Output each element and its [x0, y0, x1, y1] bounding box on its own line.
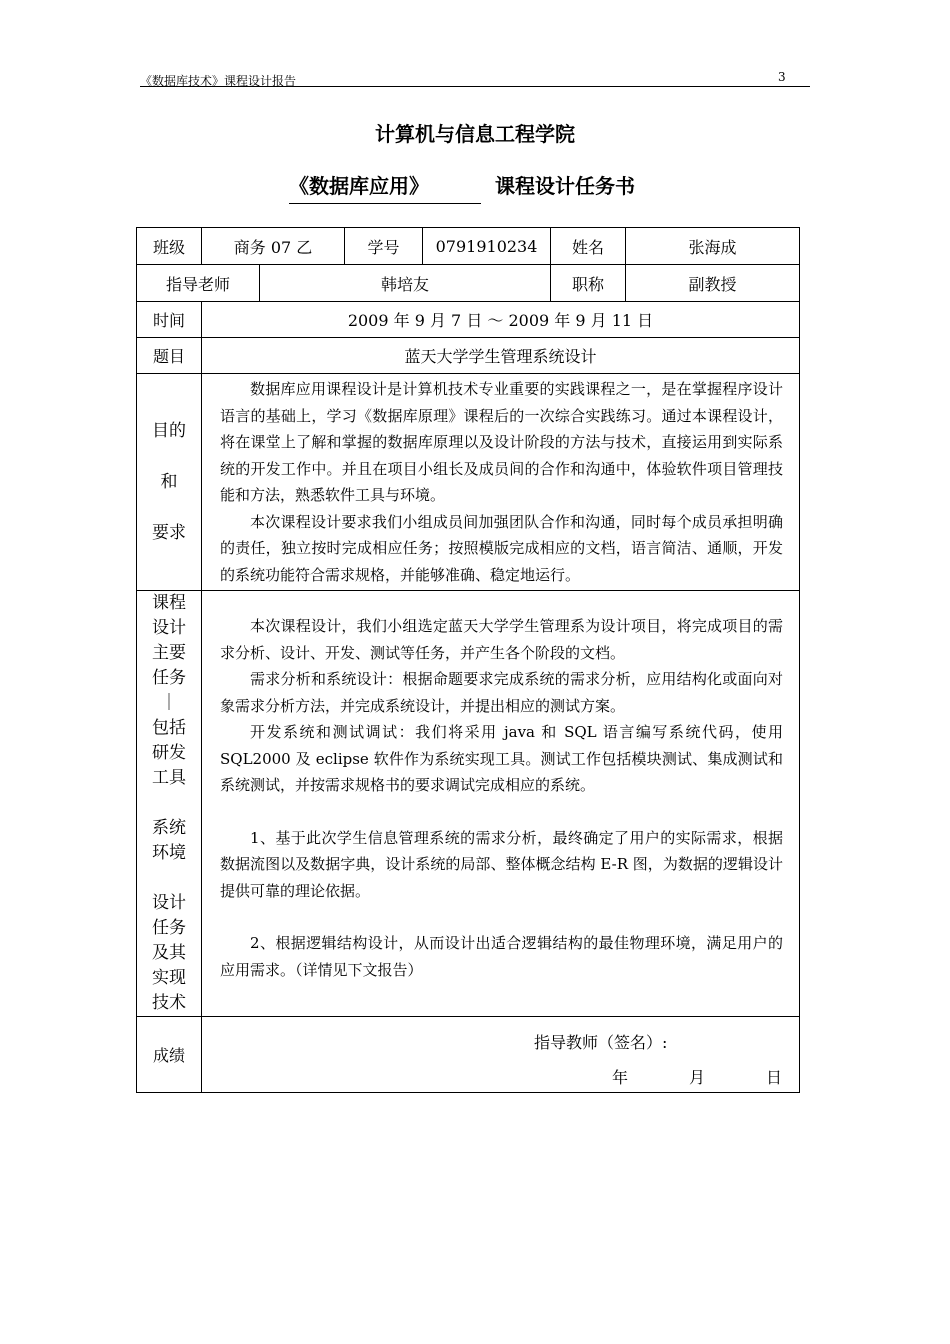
- purpose-paragraph: 本次课程设计要求我们小组成员间加强团队合作和沟通，同时每个成员承担明确的责任，独立按时完成相应任务；按照模版完成相应的文档，语言简洁、通顺，开发的系统功能符合需求规格，并能够准确、稳定地运行。: [220, 512, 784, 584]
- tasks-label-line: 课程: [152, 593, 186, 613]
- rank-label: 职称: [551, 265, 626, 302]
- tasks-content: [202, 591, 800, 1017]
- tasks-paragraph: 2、根据逻辑结构设计，从而设计出适合逻辑结构的最佳物理环境，满足用户的应用需求。（详情见下文报告）: [220, 934, 784, 979]
- grade-label: 成绩: [137, 1017, 202, 1093]
- row-topic: [137, 338, 800, 374]
- tasks-label-line: 及其: [152, 943, 186, 963]
- purpose-label-3: 要求: [152, 522, 186, 543]
- advisor-value: 韩培友: [260, 265, 551, 302]
- date-month-label: 月: [689, 1068, 706, 1087]
- tasks-label-line: 系统: [152, 818, 186, 838]
- date-year-label: 年: [612, 1068, 629, 1087]
- student-id-label: 学号: [345, 228, 423, 265]
- row-time: [137, 302, 800, 338]
- row-purpose: [137, 374, 800, 591]
- tasks-label-line: 实现: [152, 968, 186, 988]
- purpose-content: [202, 374, 800, 591]
- tasks-label-line: 任务: [152, 668, 186, 688]
- tasks-paragraph: 本次课程设计，我们小组选定蓝天大学学生管理系为设计项目，将完成项目的需求分析、设计、开发、测试等任务，并产生各个阶段的文档。: [220, 617, 784, 662]
- purpose-label-2: 和: [160, 471, 178, 492]
- tasks-label-line: 研发: [152, 743, 186, 763]
- row-advisor: [137, 265, 800, 302]
- class-value: 商务 07 乙: [202, 228, 345, 265]
- purpose-label: [137, 374, 202, 591]
- grade-content: [202, 1017, 800, 1093]
- time-label: 时间: [137, 302, 202, 338]
- tasks-label-line: ｜: [160, 693, 178, 713]
- document-title: [289, 170, 635, 204]
- topic-value: 蓝天大学学生管理系统设计: [202, 338, 800, 374]
- tasks-label-line: 设计: [152, 618, 186, 638]
- advisor-label: 指导老师: [137, 265, 260, 302]
- header-doc-title: 《数据库技术》课程设计报告: [140, 74, 297, 88]
- topic-label: 题目: [137, 338, 202, 374]
- tasks-label-line: 工具: [152, 768, 186, 788]
- class-label: 班级: [137, 228, 202, 265]
- tasks-label-line: 设计: [152, 893, 186, 913]
- tasks-paragraph: 需求分析和系统设计：根据命题要求完成系统的需求分析，应用结构化或面向对象需求分析方法，并完成系统设计，并提出相应的测试方案。: [220, 670, 784, 715]
- task-form-table: [136, 227, 800, 1093]
- name-label: 姓名: [551, 228, 626, 265]
- college-title: 计算机与信息工程学院: [375, 122, 575, 146]
- purpose-paragraph: 数据库应用课程设计是计算机技术专业重要的实践课程之一，是在掌握程序设计语言的基础上，学习《数据库原理》课程后的一次综合实践练习。通过本课程设计，将在课堂上了解和掌握的数据库原理以及设计阶段的方法与技术，直接运用到实际系统的开发工作中。并且在项目小组长及成员间的合作和沟通中，体验软件项目管理技能和方法，熟悉软件工具与环境。: [220, 380, 784, 504]
- tasks-label-line: 技术: [152, 993, 186, 1013]
- tasks-label-line: 主要: [152, 643, 186, 663]
- tasks-label-line: 包括: [152, 718, 186, 738]
- tasks-paragraph: 1、基于此次学生信息管理系统的需求分析，最终确定了用户的实际需求，根据数据流图以及数据字典，设计系统的局部、整体概念结构 E-R 图，为数据的逻辑设计提供可靠的理论依据。: [220, 828, 784, 900]
- name-value: 张海成: [626, 228, 800, 265]
- purpose-label-1: 目的: [152, 420, 186, 441]
- document-name: 课程设计任务书: [495, 174, 635, 198]
- student-id-value: 0791910234: [423, 228, 551, 265]
- rank-value: 副教授: [626, 265, 800, 302]
- course-name: 《数据库应用》: [289, 170, 481, 204]
- time-value: 2009 年 9 月 7 日 ～ 2009 年 9 月 11 日: [202, 302, 800, 338]
- row-basic-info: [137, 228, 800, 265]
- header-divider: [140, 86, 810, 87]
- tasks-label-line: 任务: [152, 918, 186, 938]
- tasks-label: [137, 591, 202, 1017]
- row-grade: [137, 1017, 800, 1093]
- tasks-paragraph: 开发系统和测试调试：我们将采用 java 和 SQL 语言编写系统代码，使用 SQL2000 及 eclipse 软件作为系统实现工具。测试工作包括模块测试、集成测试和系统测试，并按需求规格书的要求调试完成相应的系统。: [220, 723, 784, 794]
- date-day-label: 日: [766, 1068, 783, 1087]
- advisor-signature-label: 指导教师（签名）:: [534, 1033, 668, 1052]
- row-tasks: [137, 591, 800, 1017]
- page-number: 3: [778, 70, 786, 84]
- tasks-label-line: 环境: [152, 843, 186, 863]
